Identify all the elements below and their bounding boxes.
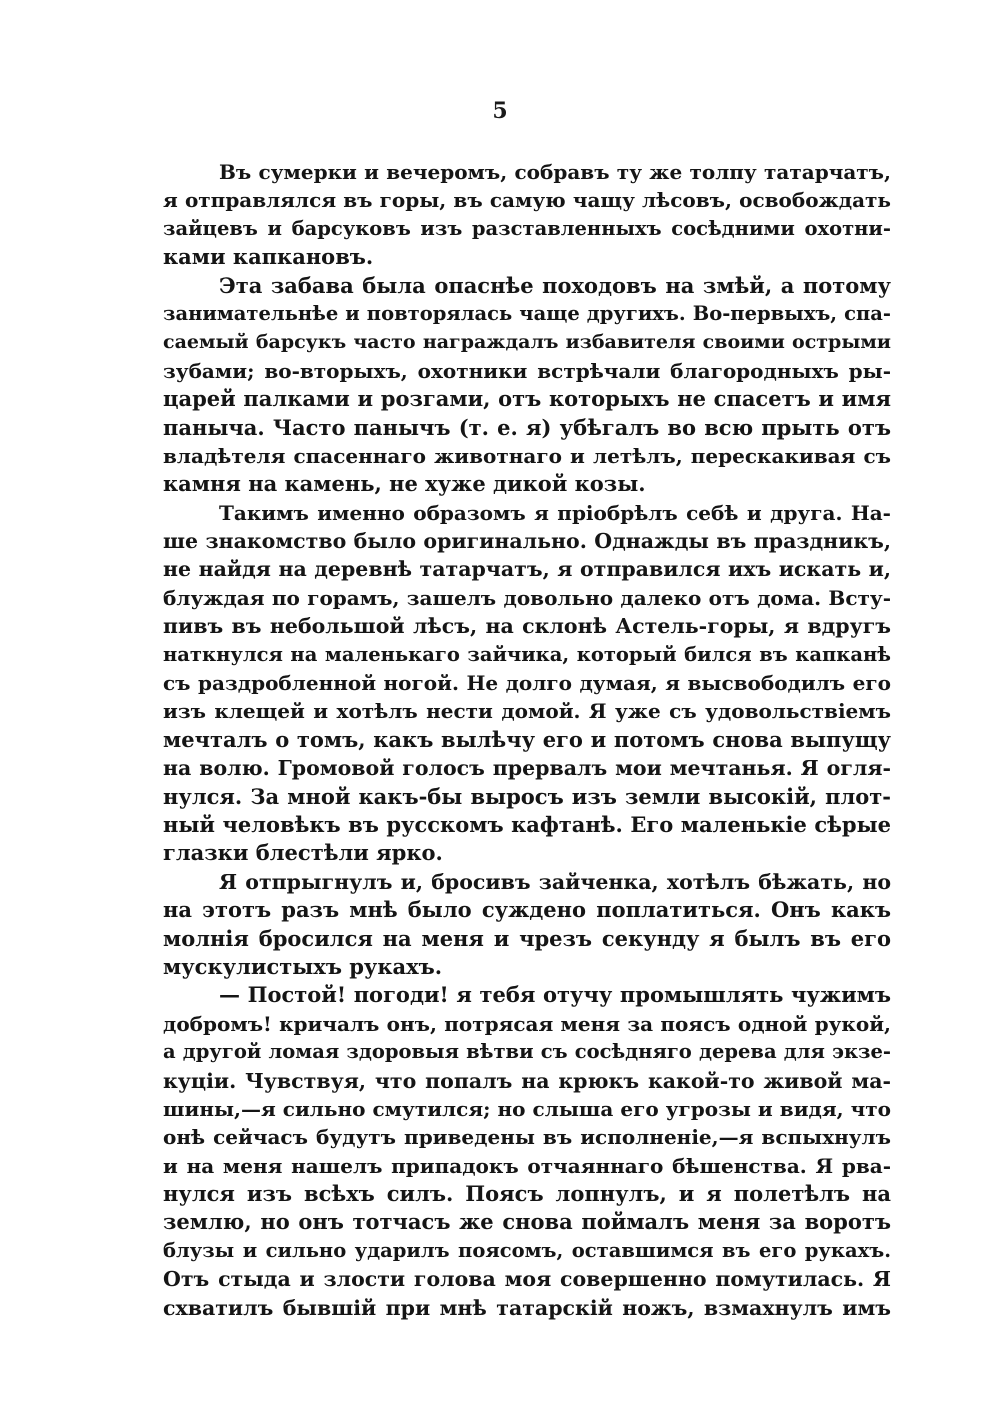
text-line: шины,—я сильно смутился; но слыша его угрозы и видя, что [163, 1096, 891, 1121]
text-line: молнія бросился на меня и чрезъ секунду я былъ въ его [163, 925, 891, 951]
text-line: блуждая по горамъ, зашелъ довольно далеко отъ дома. Всту- [163, 585, 891, 610]
text-line: глазки блестѣли ярко. [163, 840, 443, 866]
text-line: занимательнѣе и повторялась чаще другихъ. Во-первыхъ, спа- [163, 301, 891, 325]
text-line: владѣтеля спасеннаго животнаго и летѣлъ, перескакивая съ [163, 443, 891, 468]
text-line: наткнулся на маленькаго зайчика, который бился въ капканѣ [163, 642, 891, 666]
text-line: на волю. Громовой голосъ прервалъ мои мечтанья. Я огля- [163, 756, 891, 781]
paragraph-5 [163, 981, 891, 1322]
text-line: царей палками и розгами, отъ которыхъ не спасетъ и имя [163, 386, 891, 412]
text-line: — Постой! погоди! я тебя отучу промышлять чужимъ [219, 982, 891, 1008]
text-line: а другой ломая здоровыя вѣтви съ сосѣдняго дерева для экзе- [163, 1040, 891, 1064]
paragraph-2 [163, 272, 891, 499]
text-line: ками капкановъ. [163, 244, 374, 270]
text-line: и на меня нашелъ припадокъ отчаяннаго бѣшенства. Я рва- [163, 1153, 891, 1178]
text-line: схватилъ бывшій при мнѣ татарскій ножъ, взмахнулъ имъ [163, 1295, 891, 1320]
text-line: землю, но онъ тотчасъ же снова поймалъ меня за воротъ [163, 1209, 891, 1235]
paragraph-1 [163, 158, 891, 272]
paragraph-3 [163, 499, 891, 868]
text-line: камня на камень, не хуже дикой козы. [163, 471, 646, 497]
paragraph-4 [163, 868, 891, 982]
text-line: мускулистыхъ рукахъ. [163, 953, 443, 979]
text-line: Я отпрыгнулъ и, бросивъ зайченка, хотѣлъ бѣжать, но [219, 869, 891, 894]
text-line: на этотъ разъ мнѣ было суждено поплатиться. Онъ какъ [163, 897, 891, 923]
text-line: куціи. Чувствуя, что попалъ на крюкъ какой-то живой ма- [163, 1068, 891, 1093]
text-line: блузы и сильно ударилъ поясомъ, оставшимся въ его рукахъ. [163, 1238, 891, 1262]
text-line: зайцевъ и барсуковъ изъ разставленныхъ сосѣдними охотни- [163, 216, 891, 240]
text-line: саемый барсукъ часто награждалъ избавителя своими острыми [163, 331, 891, 354]
text-line: я отправлялся въ горы, въ самую чащу лѣсовъ, освобождать [163, 188, 891, 213]
text-line: Такимъ именно образомъ я пріобрѣлъ себѣ и друга. На- [219, 500, 891, 525]
text-line: добромъ! кричалъ онъ, потрясая меня за поясъ одной рукой, [163, 1011, 891, 1036]
text-line: нулся. За мной какъ-бы выросъ изъ земли высокій, плот- [163, 783, 891, 809]
text-line: Эта забава была опаснѣе походовъ на змѣй, а потому [219, 272, 891, 298]
text-line: панычa. Часто панычъ (т. е. я) убѣгалъ во всю прыть отъ [163, 414, 891, 440]
text-line: онѣ сейчасъ будутъ приведены въ исполненіе,—я вспыхнулъ [163, 1125, 891, 1150]
body-text [163, 158, 891, 1322]
text-line: нулся изъ всѣхъ силъ. Поясъ лопнулъ, и я полетѣлъ на [163, 1181, 891, 1207]
text-line: изъ клещей и хотѣлъ нести домой. Я уже съ удовольствіемъ [163, 699, 891, 724]
text-line: Въ сумерки и вечеромъ, собравъ ту же толпу татарчатъ, [219, 160, 891, 184]
text-line: Отъ стыда и злости голова моя совершенно помутилась. Я [163, 1267, 891, 1292]
page-number: 5 [492, 98, 508, 124]
text-line: съ раздробленной ногой. Не долго думая, я высвободилъ его [163, 671, 891, 696]
text-line: зубами; во-вторыхъ, охотники встрѣчали благородныхъ ры- [163, 358, 891, 383]
text-line: мечталъ о томъ, какъ вылѣчу его и потомъ снова выпущу [163, 726, 891, 752]
text-line: пивъ въ небольшой лѣсъ, на склонѣ Астель-горы, я вдругъ [163, 614, 891, 639]
text-line: ный человѣкъ въ русскомъ кафтанѣ. Его маленькіе сѣрые [163, 811, 891, 837]
text-line: ше знакомство было оригинально. Однажды въ праздникъ, [163, 529, 891, 554]
text-line: не найдя на деревнѣ татарчатъ, я отправился ихъ искать и, [163, 557, 891, 582]
